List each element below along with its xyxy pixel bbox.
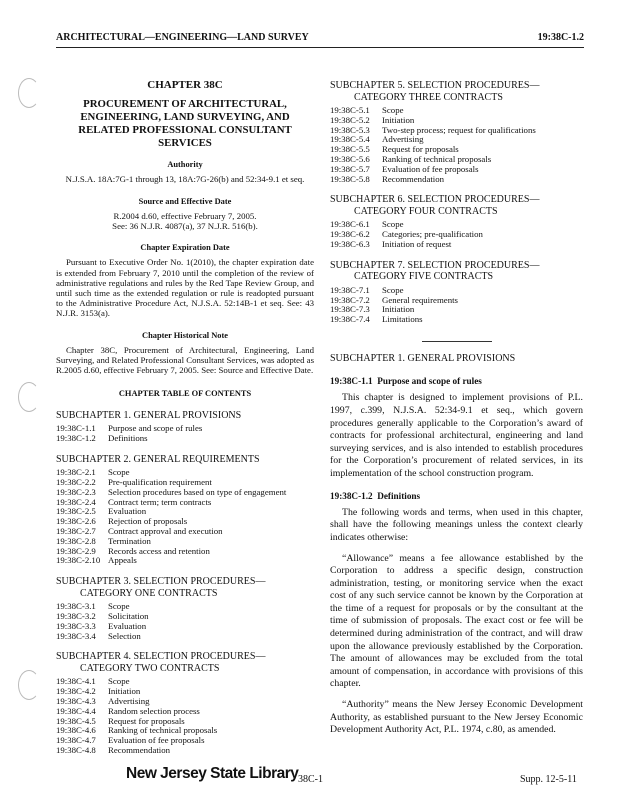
toc-section-title: Initiation	[382, 114, 415, 125]
toc-section-title: Scope	[382, 105, 404, 115]
toc-subchapter-line-2: CATEGORY FOUR CONTRACTS	[354, 205, 498, 217]
toc-right	[330, 80, 583, 325]
toc-section-number: 19:38C-2.1	[56, 467, 96, 478]
library-stamp: New Jersey State Library	[126, 765, 299, 782]
toc-section-title: Purpose and scope of rules	[108, 423, 203, 434]
toc-section-number: 19:38C-2.3	[56, 486, 96, 497]
page-number: 38C-1	[298, 774, 323, 785]
toc-heading: CHAPTER TABLE OF CONTENTS	[118, 389, 252, 399]
toc-section-title: Records access and retention	[108, 545, 210, 556]
toc-section-number: 19:38C-5.4	[330, 134, 370, 145]
toc-section-title: Evaluation	[108, 506, 147, 517]
toc-section-number: 19:38C-6.3	[330, 238, 370, 249]
toc-section-title: Selection	[108, 630, 141, 641]
toc-row	[56, 434, 314, 444]
toc-row	[56, 632, 314, 642]
toc-row	[330, 240, 583, 250]
toc-left	[56, 410, 314, 756]
supplement-date: Supp. 12-5-11	[520, 774, 577, 785]
toc-section-number: 19:38C-5.5	[330, 144, 370, 155]
toc-row	[56, 556, 314, 566]
body-section-number: 19:38C-1.2	[330, 490, 373, 501]
toc-section-number: 19:38C-4.1	[56, 676, 96, 687]
toc-subchapter-line-1: SUBCHAPTER 3. SELECTION PROCEDURES—	[56, 576, 266, 588]
toc-section-title: Initiation of request	[382, 238, 452, 249]
expiration-heading: Chapter Expiration Date	[140, 243, 230, 253]
toc-section-title: Pre-qualification requirement	[108, 477, 212, 488]
toc-section-number: 19:38C-2.10	[56, 555, 101, 566]
toc-section-title: Categories; pre-qualification	[382, 229, 483, 240]
toc-section-list	[330, 220, 583, 249]
chapter-title: PROCUREMENT OF ARCHITECTURAL, ENGINEERING, LAND SURVEYING, AND RELATED PROFESSIONAL CONSULTANT SERVICES	[78, 98, 292, 150]
toc-section-title: Scope	[108, 676, 130, 687]
toc-section-title: Random selection process	[108, 705, 200, 716]
toc-section-title: Solicitation	[108, 611, 149, 622]
toc-subchapter-line-1: SUBCHAPTER 1. GENERAL PROVISIONS	[56, 409, 242, 421]
toc-section-title: Contract approval and execution	[108, 526, 223, 537]
toc-section-title: Contract term; term contracts	[108, 496, 212, 507]
history-heading: Chapter Historical Note	[142, 330, 228, 340]
toc-section-title: Scope	[382, 219, 404, 230]
toc-subchapter-line-1: SUBCHAPTER 2. GENERAL REQUIREMENTS	[56, 453, 260, 465]
source-line-1: R.2004 d.60, effective February 7, 2005.	[113, 210, 257, 221]
toc-section-title: Rejection of proposals	[108, 516, 188, 527]
binder-hole-mark	[18, 670, 40, 700]
body-section-title: Purpose and scope of rules	[377, 376, 482, 387]
toc-section-number: 19:38C-2.9	[56, 545, 96, 556]
toc-section-title: Initiation	[382, 304, 415, 315]
toc-section-list	[330, 106, 583, 184]
toc-section-list	[56, 677, 314, 755]
body-subchapter-heading: SUBCHAPTER 1. GENERAL PROVISIONS	[330, 352, 516, 364]
toc-section-number: 19:38C-4.5	[56, 715, 96, 726]
binder-hole-mark	[18, 382, 40, 412]
toc-section-number: 19:38C-2.7	[56, 526, 96, 537]
binder-hole-mark	[18, 78, 40, 108]
body-paragraph: “Allowance” means a fee allowance established by the Corporation to address a specific design, construction administration, testing, or monitoring service when the exact cost of any such service cannot be known by the Corporation at the time of a request for proposals or by the consultant at the time of submission of proposals. The exact cost or fee will be determined during administration of the contract, and will draw upon the allowance previously established by the Corporation. The amount of allowances may be excluded from the total amount of compensation, in accordance with provisions of this chapter.	[330, 552, 583, 690]
toc-section-title: Evaluation of fee proposals	[108, 735, 205, 746]
toc-section-title: Recommendation	[382, 173, 445, 184]
body-section-heading	[330, 376, 583, 386]
toc-section-number: 19:38C-6.1	[330, 219, 370, 230]
toc-section-title: Scope	[382, 284, 404, 295]
toc-section-list	[56, 424, 314, 444]
toc-section-number: 19:38C-5.2	[330, 114, 370, 125]
body-section-heading	[330, 491, 583, 501]
toc-section-number: 19:38C-1.1	[56, 423, 96, 434]
chapter-number: CHAPTER 38C	[147, 79, 223, 91]
source-heading: Source and Effective Date	[138, 196, 232, 206]
toc-section-title: Recommendation	[108, 744, 171, 755]
toc-section-number: 19:38C-2.2	[56, 477, 96, 488]
toc-section-number: 19:38C-6.2	[330, 229, 370, 240]
toc-section-title: Request for proposals	[108, 715, 185, 726]
header-title: ARCHITECTURAL—ENGINEERING—LAND SURVEY	[56, 32, 309, 43]
toc-section-number: 19:38C-2.5	[56, 506, 96, 517]
toc-section-title: Scope	[108, 601, 130, 612]
left-column	[56, 58, 314, 756]
toc-section-number: 19:38C-1.2	[56, 432, 96, 443]
toc-row	[330, 315, 583, 325]
toc-section-number: 19:38C-2.8	[56, 535, 96, 546]
toc-section-number: 19:38C-5.1	[330, 105, 370, 115]
toc-section-list	[330, 286, 583, 325]
toc-section-title: Limitations	[382, 314, 423, 325]
toc-subchapter-line-2: CATEGORY TWO CONTRACTS	[80, 662, 220, 674]
toc-subchapter-heading	[330, 194, 583, 217]
toc-section-number: 19:38C-3.3	[56, 620, 96, 631]
toc-section-title: Request for proposals	[382, 144, 459, 155]
toc-section-title: Ranking of technical proposals	[382, 153, 492, 164]
toc-section-list	[56, 602, 314, 641]
toc-section-number: 19:38C-5.7	[330, 163, 370, 174]
toc-section-number: 19:38C-4.2	[56, 686, 96, 697]
body-sections	[330, 376, 583, 737]
toc-subchapter-heading	[56, 651, 314, 674]
toc-subchapter-heading	[330, 80, 583, 103]
toc-section-title: Two-step process; request for qualifications	[382, 124, 536, 135]
toc-section-number: 19:38C-7.3	[330, 304, 370, 315]
toc-section-title: Advertising	[108, 696, 150, 706]
toc-section-number: 19:38C-7.2	[330, 294, 370, 305]
history-text: Chapter 38C, Procurement of Architectural, Engineering, Land Surveying, and Related Professional Consultant Services, was adopted as R.2005 d.60, effective February 7, 2005. See: Source and Effective Date.	[56, 344, 314, 376]
toc-section-number: 19:38C-7.4	[330, 314, 370, 325]
toc-subchapter-line-2: CATEGORY ONE CONTRACTS	[80, 587, 218, 599]
toc-section-title: Initiation	[108, 686, 141, 697]
toc-subchapter-heading	[330, 260, 583, 283]
authority-heading: Authority	[167, 160, 203, 170]
body-paragraph: The following words and terms, when used in this chapter, shall have the following meanings unless the context clearly indicates otherwise:	[330, 506, 583, 543]
source-line-2: See: 36 N.J.R. 4087(a), 37 N.J.R. 516(b).	[112, 221, 258, 232]
toc-section-number: 19:38C-2.6	[56, 516, 96, 527]
toc-section-number: 19:38C-4.8	[56, 744, 96, 755]
toc-section-list	[56, 468, 314, 566]
toc-section-number: 19:38C-4.4	[56, 705, 96, 716]
header-rule	[56, 47, 584, 48]
section-divider	[422, 341, 492, 342]
body-paragraph: “Authority” means the New Jersey Economic Development Authority, as established pursuant to the New Jersey Economic Development Authority Act, P.L. 1974, c.80, as amended.	[330, 699, 583, 736]
running-header	[56, 32, 584, 46]
toc-subchapter-line-2: CATEGORY THREE CONTRACTS	[354, 91, 503, 103]
toc-section-title: Evaluation of fee proposals	[382, 163, 479, 174]
toc-section-title: Advertising	[382, 134, 424, 145]
toc-section-title: Selection procedures based on type of engagement	[108, 486, 287, 497]
toc-row	[56, 746, 314, 756]
toc-section-number: 19:38C-4.3	[56, 696, 96, 706]
toc-subchapter-line-2: CATEGORY FIVE CONTRACTS	[354, 271, 494, 283]
right-column	[330, 80, 583, 745]
toc-section-number: 19:38C-5.8	[330, 173, 370, 184]
toc-subchapter-line-1: SUBCHAPTER 4. SELECTION PROCEDURES—	[56, 651, 266, 663]
toc-section-number: 19:38C-3.4	[56, 630, 96, 641]
header-section-number: 19:38C-1.2	[537, 32, 584, 43]
expiration-text: Pursuant to Executive Order No. 1(2010), the chapter expiration date is extended from February 7, 2010 until the completion of the review of administrative regulations and rules by the Red Tape Review Group, and until such time as the extended regulation or rule is readopted pursuant to the Administrative Procedure Act, N.J.S.A. 52:14B-1 et seq. See: 43 N.J.R. 3153(a).	[56, 257, 314, 319]
toc-subchapter-heading	[56, 576, 314, 599]
toc-subchapter-line-1: SUBCHAPTER 7. SELECTION PROCEDURES—	[330, 259, 540, 271]
toc-section-number: 19:38C-4.6	[56, 725, 96, 736]
toc-section-number: 19:38C-4.7	[56, 735, 96, 746]
toc-subchapter-line-1: SUBCHAPTER 6. SELECTION PROCEDURES—	[330, 194, 540, 206]
body-section-title: Definitions	[377, 490, 421, 501]
toc-subchapter-heading	[56, 410, 314, 422]
toc-section-title: Scope	[108, 467, 130, 478]
toc-section-title: Definitions	[108, 432, 148, 443]
authority-text: N.J.S.A. 18A:7G-1 through 13, 18A:7G-26(b) and 52:34-9.1 et seq.	[65, 174, 305, 185]
body-paragraph: This chapter is designed to implement provisions of P.L. 1997, c.399, N.J.S.A. 52:34-9.1 et seq., which govern procedures generally applicable to the Corporation’s award of contracts for professional architectural, engineering and land surveying services, and is also intended to establish procedures for the Corporation’s procurement of related services, in its implementation of the school construction program.	[330, 392, 583, 479]
toc-section-title: Termination	[108, 535, 151, 546]
toc-section-number: 19:38C-3.2	[56, 611, 96, 622]
toc-subchapter-heading	[56, 454, 314, 466]
toc-section-number: 19:38C-2.4	[56, 496, 96, 507]
toc-section-number: 19:38C-5.3	[330, 124, 370, 135]
toc-subchapter-line-1: SUBCHAPTER 5. SELECTION PROCEDURES—	[330, 80, 540, 91]
toc-section-number: 19:38C-7.1	[330, 284, 370, 295]
toc-section-number: 19:38C-5.6	[330, 153, 370, 164]
toc-section-number: 19:38C-3.1	[56, 601, 96, 612]
toc-section-title: Appeals	[108, 555, 137, 566]
toc-row	[330, 175, 583, 185]
toc-section-title: General requirements	[382, 294, 458, 305]
toc-section-title: Evaluation	[108, 620, 147, 631]
toc-section-title: Ranking of technical proposals	[108, 725, 218, 736]
body-section-number: 19:38C-1.1	[330, 376, 373, 387]
